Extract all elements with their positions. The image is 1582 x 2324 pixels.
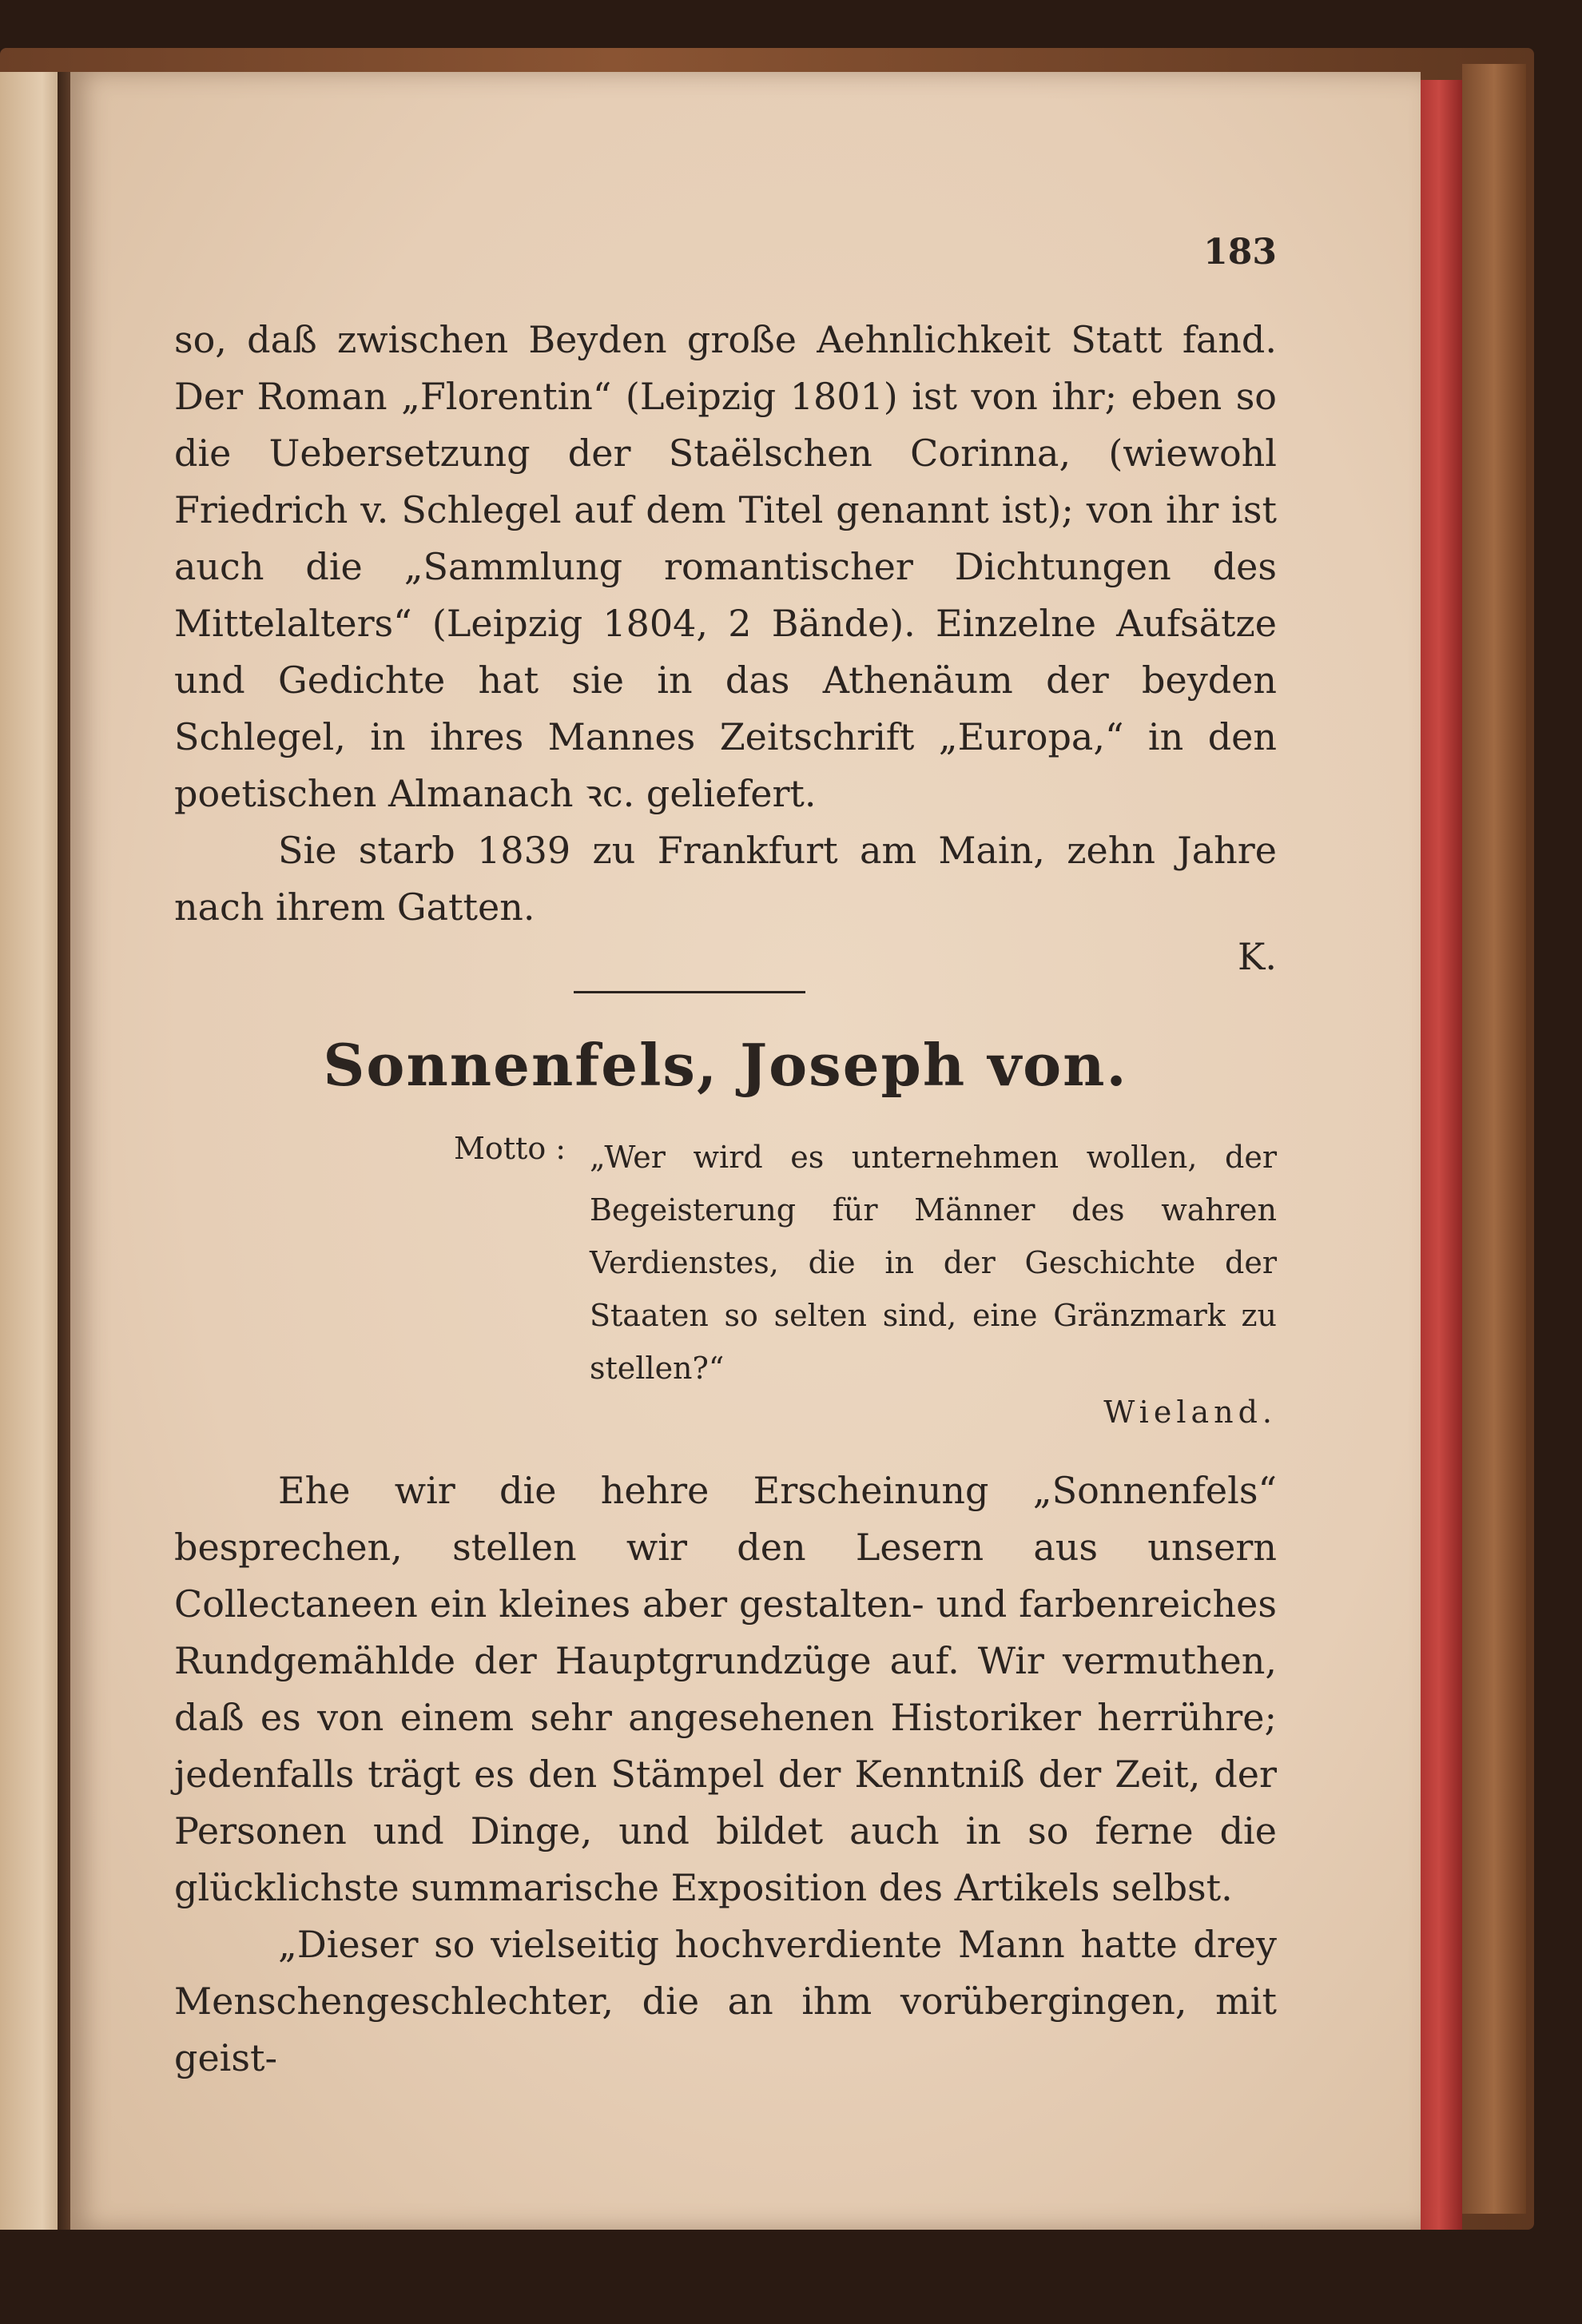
motto-label: Motto : [454, 1131, 566, 1166]
author-signature: K. [1238, 935, 1277, 978]
cover-edge [1462, 64, 1526, 2214]
section-heading: Sonnenfels, Joseph von. [323, 1031, 1128, 1099]
page-edges-red [1416, 80, 1462, 2230]
paragraph: so, daß zwischen Beyden große Aehnlichkeit Statt fand. Der Roman „Florentin“ (Leipzig 1801) ist von ihr; eben so die Uebersetzung der Staëlschen Corinna, (wiewohl Friedrich v. Schlegel auf dem Titel genannt ist); von ihr ist auch die „Sammlung romantischer Dichtungen des Mittelalters“ (Leipzig 1804, 2 Bände). Einzelne Aufsätze und Gedichte hat sie in das Athenäum der beyden Schlegel, in ihres Mannes Zeitschrift „Europa,“ in den poetischen Almanach ꝛc. geliefert. [174, 318, 1277, 815]
paragraph: Sie starb 1839 zu Frankfurt am Main, zehn Jahre nach ihrem Gatten. [174, 829, 1277, 929]
body-text-top [174, 312, 1277, 936]
motto-quote: „Wer wird es unternehmen wollen, der Begeisterung für Männer des wahren Verdienstes, die in der Geschichte der Staaten so selten sind, eine Gränzmark zu stellen?“ [590, 1140, 1277, 1386]
book-page [70, 72, 1421, 2230]
paragraph: „Dieser so vielseitig hochverdiente Mann hatte drey Menschengeschlechter, die an ihm vorübergingen, mit geist- [174, 1923, 1277, 2079]
page-number: 183 [1203, 232, 1277, 273]
paragraph: Ehe wir die hehre Erscheinung „Sonnenfels“ besprechen, stellen wir den Lesern aus unsern Collectaneen ein kleines aber gestalten- und farbenreiches Rundgemählde der Hauptgrundzüge auf. Wir vermuthen, daß es von einem sehr angesehenen Historiker herrühre; jedenfalls trägt es den Stämpel der Kenntniß der Zeit, der Personen und Dinge, und bildet auch in so ferne die glücklichste summarische Exposition des Artikels selbst. [174, 1469, 1277, 1909]
motto-author: Wieland. [1103, 1395, 1277, 1430]
section-divider [574, 991, 805, 993]
body-text-bottom [174, 1462, 1277, 2087]
